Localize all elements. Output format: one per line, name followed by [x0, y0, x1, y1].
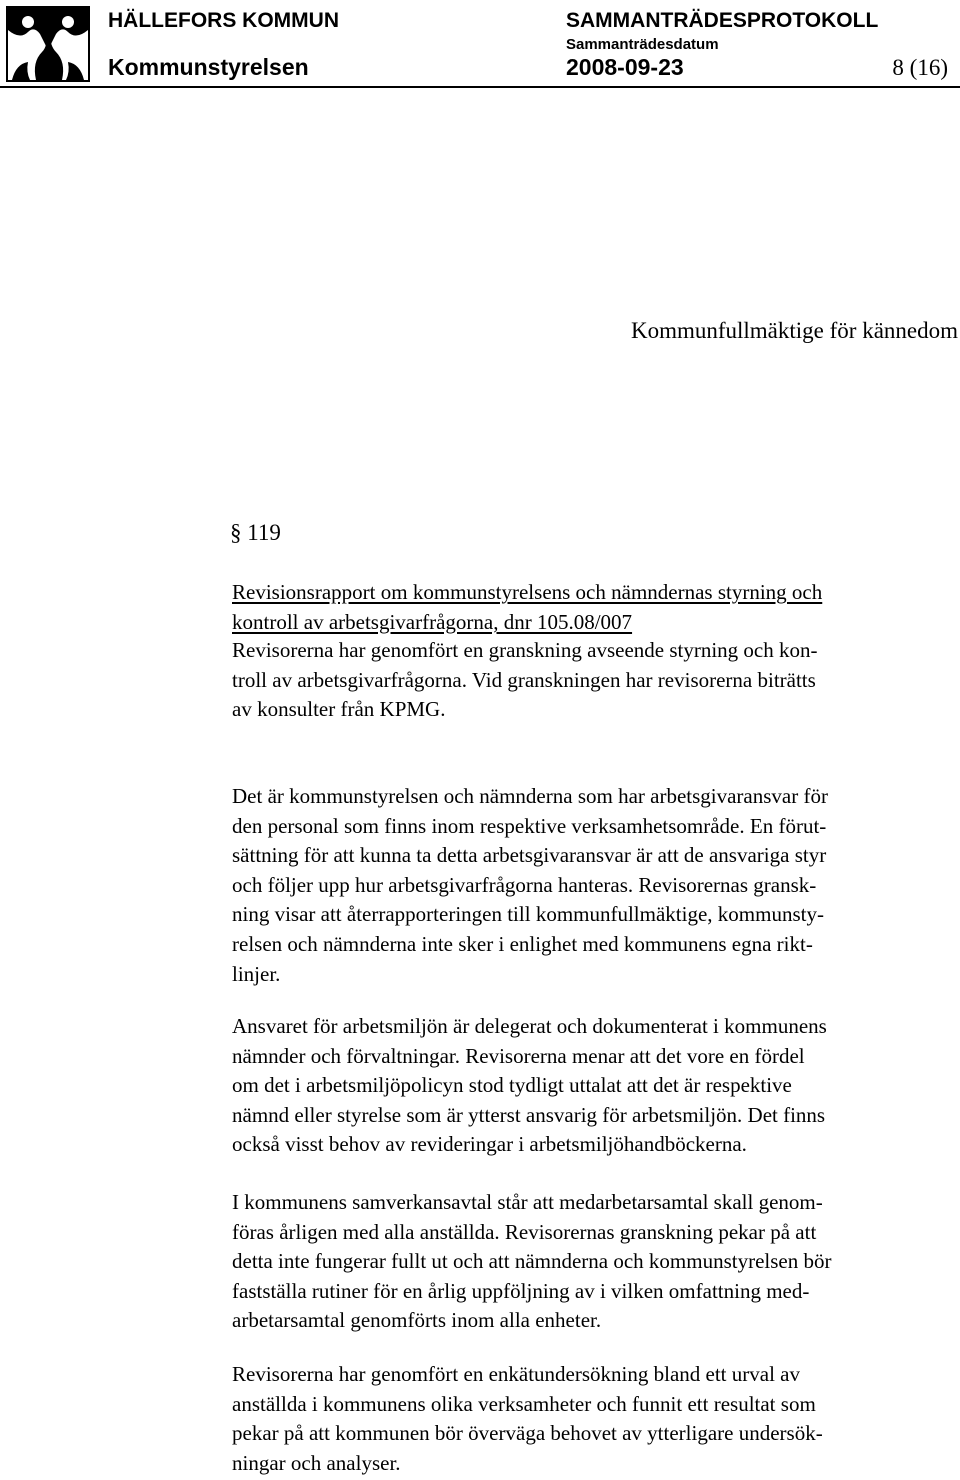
text-line: anställda i kommunens olika verksamheter och funnit ett resultat som: [232, 1391, 816, 1416]
page-number: 8 (16): [892, 55, 948, 80]
text-line: nämnd eller styrelse som är ytterst ansvarig för arbetsmiljön. Det finns: [232, 1102, 826, 1127]
board-name: Kommunstyrelsen: [108, 54, 309, 80]
text-line: Revisorerna har genomfört en enkätundersökning bland ett urval av: [232, 1362, 800, 1386]
text-line: I kommunens samverkansavtal står att medarbetarsamtal skall genom-: [232, 1190, 823, 1214]
text-line: ningar och analyser.: [232, 1450, 401, 1475]
text-line: linjer.: [232, 961, 281, 986]
header-divider: [0, 86, 960, 88]
paragraph: [232, 782, 956, 989]
text-line: relsen och nämnderna inte sker i enlighet med kommunens egna rikt-: [232, 931, 813, 956]
text-line: pekar på att kommunen bör överväga behovet av ytterligare undersök-: [232, 1421, 823, 1446]
section-title: [232, 578, 956, 637]
coat-of-arms-logo: [6, 6, 90, 82]
text-line: av konsulter från KPMG.: [232, 697, 446, 722]
text-line: också visst behov av revideringar i arbetsmiljöhandböckerna.: [232, 1132, 747, 1157]
text-line: sättning för att kunna ta detta arbetsgivaransvar är att de ansvariga styr: [232, 843, 827, 868]
text-line: troll av arbetsgivarfrågorna. Vid granskningen har revisorerna biträtts: [232, 667, 816, 692]
text-line: arbetarsamtal genomförts inom alla enheter.: [232, 1308, 602, 1333]
municipality-name: HÄLLEFORS KOMMUN: [108, 9, 339, 32]
text-line: föras årligen med alla anställda. Revisorernas granskning pekar på att: [232, 1219, 817, 1244]
section-number: § 119: [230, 520, 281, 545]
text-line: Det är kommunstyrelsen och nämnderna som har arbetsgivaransvar för: [232, 784, 828, 808]
paragraph: [232, 636, 956, 725]
text-line: och följer upp hur arbetsgivarfrågorna hanteras. Revisorernas gransk-: [232, 872, 817, 897]
text-line: nämnder och förvaltningar. Revisorerna menar att det vore en fördel: [232, 1043, 805, 1068]
text-line: fastställa rutiner för en årlig uppföljning av i vilken omfattning med-: [232, 1278, 810, 1303]
text-line: ning visar att återrapporteringen till kommunfullmäktige, kommunsty-: [232, 902, 824, 927]
text-line: detta inte fungerar fullt ut och att nämnderna och kommunstyrelsen bör: [232, 1249, 832, 1274]
document-header: [0, 0, 960, 88]
text-line: Revisorerna har genomfört en granskning avseende styrning och kon-: [232, 638, 818, 662]
title-line: kontroll av arbetsgivarfrågorna, dnr 105.08/007: [232, 609, 633, 634]
paragraph: [232, 1360, 956, 1478]
text-line: den personal som finns inom respektive verksamhetsområde. En förut-: [232, 813, 827, 838]
text-line: om det i arbetsmiljöpolicyn stod tydligt uttalat att det är respektive: [232, 1073, 792, 1098]
title-line: Revisionsrapport om kommunstyrelsens och nämndernas styrning och: [232, 580, 823, 604]
paragraph: [232, 1012, 956, 1160]
meeting-date: 2008-09-23: [566, 54, 684, 80]
text-line: Ansvaret för arbetsmiljön är delegerat och dokumenterat i kommunens: [232, 1014, 827, 1038]
protocol-type: SAMMANTRÄDESPROTOKOLL: [566, 9, 879, 32]
recipient-note: Kommunfullmäktige för kännedom: [630, 318, 958, 343]
date-label: Sammanträdesdatum: [566, 36, 719, 53]
paragraph: [232, 1188, 956, 1336]
